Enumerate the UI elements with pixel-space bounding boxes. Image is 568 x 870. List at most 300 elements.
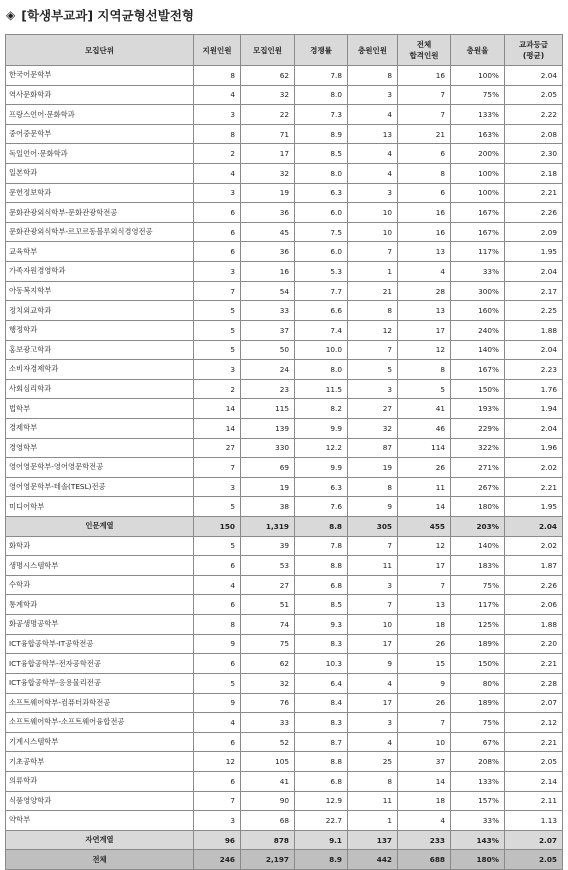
- value-cell: 105: [241, 752, 295, 772]
- value-cell: 10: [348, 615, 398, 635]
- value-cell: 11: [348, 556, 398, 576]
- value-cell: 14: [398, 771, 451, 791]
- value-cell: 12: [348, 320, 398, 340]
- value-cell: 6.3: [295, 183, 348, 203]
- table-row: [6, 752, 563, 772]
- value-cell: 7: [194, 458, 241, 478]
- value-cell: 1.88: [505, 320, 563, 340]
- unit-name-cell: 법학부: [6, 399, 194, 419]
- table-row: [6, 477, 563, 497]
- value-cell: 17: [398, 556, 451, 576]
- unit-name-cell: 수학과: [6, 575, 194, 595]
- value-cell: 8.9: [295, 850, 348, 870]
- value-cell: 2.11: [505, 791, 563, 811]
- value-cell: 1.87: [505, 556, 563, 576]
- value-cell: 7: [348, 595, 398, 615]
- value-cell: 6: [398, 144, 451, 164]
- value-cell: 330: [241, 438, 295, 458]
- value-cell: 8.3: [295, 713, 348, 733]
- value-cell: 1.88: [505, 615, 563, 635]
- value-cell: 11.5: [295, 379, 348, 399]
- table-row: [6, 222, 563, 242]
- value-cell: 41: [241, 771, 295, 791]
- value-cell: 3: [194, 262, 241, 282]
- value-cell: 5: [194, 497, 241, 517]
- value-cell: 2.04: [505, 262, 563, 282]
- value-cell: 100%: [451, 164, 505, 184]
- value-cell: 183%: [451, 556, 505, 576]
- value-cell: 12.9: [295, 791, 348, 811]
- value-cell: 2.18: [505, 164, 563, 184]
- value-cell: 271%: [451, 458, 505, 478]
- value-cell: 5: [194, 340, 241, 360]
- value-cell: 17: [398, 320, 451, 340]
- value-cell: 10: [348, 203, 398, 223]
- value-cell: 6: [194, 203, 241, 223]
- value-cell: 6.3: [295, 477, 348, 497]
- unit-name-cell: 중어중문학부: [6, 124, 194, 144]
- value-cell: 37: [241, 320, 295, 340]
- value-cell: 26: [398, 634, 451, 654]
- value-cell: 3: [194, 811, 241, 831]
- value-cell: 9: [194, 634, 241, 654]
- value-cell: 2.04: [505, 517, 563, 537]
- column-header-fill-rate: 충원율: [451, 35, 505, 66]
- value-cell: 14: [194, 418, 241, 438]
- unit-name-cell: ICT융합공학부-전자공학전공: [6, 654, 194, 674]
- unit-name-cell: 자연계열: [6, 830, 194, 850]
- table-row: [6, 66, 563, 86]
- table-row: [6, 811, 563, 831]
- value-cell: 6: [194, 556, 241, 576]
- value-cell: 208%: [451, 752, 505, 772]
- value-cell: 13: [398, 301, 451, 321]
- table-row: [6, 320, 563, 340]
- value-cell: 305: [348, 517, 398, 537]
- value-cell: 6.8: [295, 575, 348, 595]
- value-cell: 9.1: [295, 830, 348, 850]
- unit-name-cell: 기계시스템학부: [6, 732, 194, 752]
- table-row: [6, 713, 563, 733]
- value-cell: 8.4: [295, 693, 348, 713]
- diamond-bullet-icon: ◈: [6, 8, 16, 22]
- value-cell: 3: [348, 575, 398, 595]
- value-cell: 8.0: [295, 360, 348, 380]
- value-cell: 62: [241, 654, 295, 674]
- value-cell: 2.21: [505, 183, 563, 203]
- unit-name-cell: 미디어학부: [6, 497, 194, 517]
- value-cell: 18: [398, 791, 451, 811]
- value-cell: 193%: [451, 399, 505, 419]
- value-cell: 11: [398, 477, 451, 497]
- value-cell: 2.04: [505, 418, 563, 438]
- value-cell: 2.02: [505, 458, 563, 478]
- value-cell: 74: [241, 615, 295, 635]
- admission-results-table: [5, 34, 563, 870]
- table-row: [6, 693, 563, 713]
- value-cell: 163%: [451, 124, 505, 144]
- value-cell: 33: [241, 301, 295, 321]
- table-row: [6, 105, 563, 125]
- value-cell: 7: [194, 281, 241, 301]
- value-cell: 68: [241, 811, 295, 831]
- value-cell: 21: [398, 124, 451, 144]
- unit-name-cell: 인문계열: [6, 517, 194, 537]
- value-cell: 150%: [451, 379, 505, 399]
- value-cell: 2: [194, 379, 241, 399]
- value-cell: 5: [194, 673, 241, 693]
- unit-name-cell: 경제학부: [6, 418, 194, 438]
- value-cell: 8: [194, 124, 241, 144]
- value-cell: 2.26: [505, 575, 563, 595]
- value-cell: 22: [241, 105, 295, 125]
- value-cell: 100%: [451, 183, 505, 203]
- value-cell: 6.4: [295, 673, 348, 693]
- table-row: [6, 771, 563, 791]
- value-cell: 17: [241, 144, 295, 164]
- table-row: [6, 85, 563, 105]
- value-cell: 203%: [451, 517, 505, 537]
- value-cell: 3: [348, 379, 398, 399]
- value-cell: 8.5: [295, 595, 348, 615]
- value-cell: 5: [194, 301, 241, 321]
- value-cell: 38: [241, 497, 295, 517]
- unit-name-cell: 소프트웨어학부-컴퓨터과학전공: [6, 693, 194, 713]
- value-cell: 1.95: [505, 497, 563, 517]
- unit-name-cell: 역사문화학과: [6, 85, 194, 105]
- unit-name-cell: 정치외교학과: [6, 301, 194, 321]
- value-cell: 33%: [451, 262, 505, 282]
- value-cell: 53: [241, 556, 295, 576]
- value-cell: 140%: [451, 536, 505, 556]
- value-cell: 6.8: [295, 771, 348, 791]
- value-cell: 32: [241, 673, 295, 693]
- value-cell: 2.04: [505, 340, 563, 360]
- value-cell: 2.21: [505, 477, 563, 497]
- value-cell: 13: [398, 242, 451, 262]
- value-cell: 140%: [451, 340, 505, 360]
- value-cell: 13: [348, 124, 398, 144]
- value-cell: 16: [398, 203, 451, 223]
- value-cell: 3: [194, 360, 241, 380]
- value-cell: 32: [241, 85, 295, 105]
- value-cell: 2.05: [505, 752, 563, 772]
- value-cell: 75%: [451, 85, 505, 105]
- unit-name-cell: 화공생명공학부: [6, 615, 194, 635]
- value-cell: 2.14: [505, 771, 563, 791]
- value-cell: 17: [348, 693, 398, 713]
- unit-name-cell: 영어영문학부-영어영문학전공: [6, 458, 194, 478]
- table-row: [6, 673, 563, 693]
- value-cell: 26: [398, 458, 451, 478]
- value-cell: 2.23: [505, 360, 563, 380]
- unit-name-cell: 통계학과: [6, 595, 194, 615]
- value-cell: 7.5: [295, 222, 348, 242]
- value-cell: 6: [194, 654, 241, 674]
- value-cell: 240%: [451, 320, 505, 340]
- value-cell: 114: [398, 438, 451, 458]
- value-cell: 8: [194, 615, 241, 635]
- value-cell: 2,197: [241, 850, 295, 870]
- value-cell: 7.7: [295, 281, 348, 301]
- value-cell: 267%: [451, 477, 505, 497]
- value-cell: 13: [398, 595, 451, 615]
- value-cell: 2.02: [505, 536, 563, 556]
- value-cell: 3: [194, 477, 241, 497]
- value-cell: 75%: [451, 575, 505, 595]
- value-cell: 7.4: [295, 320, 348, 340]
- column-header-unit: 모집단위: [6, 35, 194, 66]
- value-cell: 6: [194, 222, 241, 242]
- value-cell: 1: [348, 262, 398, 282]
- value-cell: 5: [194, 536, 241, 556]
- value-cell: 7.6: [295, 497, 348, 517]
- unit-name-cell: 가족자원경영학과: [6, 262, 194, 282]
- value-cell: 7: [398, 713, 451, 733]
- unit-name-cell: 기초공학부: [6, 752, 194, 772]
- value-cell: 2.17: [505, 281, 563, 301]
- value-cell: 6.0: [295, 203, 348, 223]
- value-cell: 80%: [451, 673, 505, 693]
- table-row: [6, 536, 563, 556]
- page-title: [6, 5, 194, 25]
- value-cell: 8.0: [295, 164, 348, 184]
- table-row: [6, 203, 563, 223]
- table-row: [6, 595, 563, 615]
- value-cell: 45: [241, 222, 295, 242]
- unit-name-cell: 식품영양학과: [6, 791, 194, 811]
- value-cell: 9: [194, 693, 241, 713]
- value-cell: 62: [241, 66, 295, 86]
- value-cell: 71: [241, 124, 295, 144]
- value-cell: 6: [398, 183, 451, 203]
- value-cell: 8.0: [295, 85, 348, 105]
- table-row: [6, 615, 563, 635]
- value-cell: 1.94: [505, 399, 563, 419]
- value-cell: 8: [348, 477, 398, 497]
- value-cell: 455: [398, 517, 451, 537]
- value-cell: 189%: [451, 634, 505, 654]
- value-cell: 76: [241, 693, 295, 713]
- subtotal-row: [6, 830, 563, 850]
- value-cell: 8: [398, 360, 451, 380]
- value-cell: 9: [348, 497, 398, 517]
- column-header-grade: 교과등급 (평균): [505, 35, 563, 66]
- table-row: [6, 379, 563, 399]
- column-header-applicants: 지원인원: [194, 35, 241, 66]
- value-cell: 16: [241, 262, 295, 282]
- value-cell: 19: [241, 183, 295, 203]
- value-cell: 17: [348, 634, 398, 654]
- unit-name-cell: 일본학과: [6, 164, 194, 184]
- value-cell: 7: [398, 105, 451, 125]
- table-row: [6, 301, 563, 321]
- value-cell: 442: [348, 850, 398, 870]
- column-header-competition: 경쟁률: [295, 35, 348, 66]
- value-cell: 8.8: [295, 752, 348, 772]
- table-header-row: [6, 35, 563, 66]
- value-cell: 33%: [451, 811, 505, 831]
- value-cell: 6: [194, 732, 241, 752]
- value-cell: 21: [348, 281, 398, 301]
- value-cell: 33: [241, 713, 295, 733]
- table-row: [6, 791, 563, 811]
- value-cell: 115: [241, 399, 295, 419]
- table-row: [6, 399, 563, 419]
- value-cell: 7: [398, 85, 451, 105]
- value-cell: 4: [194, 575, 241, 595]
- value-cell: 54: [241, 281, 295, 301]
- page-title-text: [학생부교과] 지역균형선발전형: [21, 8, 194, 23]
- unit-name-cell: 경영학부: [6, 438, 194, 458]
- unit-name-cell: 문헌정보학과: [6, 183, 194, 203]
- value-cell: 15: [398, 654, 451, 674]
- value-cell: 7: [348, 340, 398, 360]
- value-cell: 5: [348, 360, 398, 380]
- value-cell: 1: [348, 811, 398, 831]
- value-cell: 143%: [451, 830, 505, 850]
- value-cell: 12.2: [295, 438, 348, 458]
- value-cell: 4: [194, 85, 241, 105]
- value-cell: 117%: [451, 595, 505, 615]
- table-row: [6, 124, 563, 144]
- value-cell: 4: [348, 732, 398, 752]
- value-cell: 8.9: [295, 124, 348, 144]
- value-cell: 4: [348, 105, 398, 125]
- value-cell: 7: [194, 791, 241, 811]
- value-cell: 2.05: [505, 85, 563, 105]
- table-row: [6, 497, 563, 517]
- value-cell: 160%: [451, 301, 505, 321]
- unit-name-cell: 프랑스언어·문화학과: [6, 105, 194, 125]
- unit-name-cell: 사회심리학과: [6, 379, 194, 399]
- value-cell: 69: [241, 458, 295, 478]
- table-row: [6, 340, 563, 360]
- unit-name-cell: 약학부: [6, 811, 194, 831]
- value-cell: 12: [398, 536, 451, 556]
- value-cell: 87: [348, 438, 398, 458]
- value-cell: 27: [194, 438, 241, 458]
- value-cell: 10.0: [295, 340, 348, 360]
- value-cell: 8: [348, 771, 398, 791]
- value-cell: 19: [241, 477, 295, 497]
- value-cell: 90: [241, 791, 295, 811]
- unit-name-cell: 전체: [6, 850, 194, 870]
- value-cell: 18: [398, 615, 451, 635]
- value-cell: 150%: [451, 654, 505, 674]
- value-cell: 4: [348, 164, 398, 184]
- value-cell: 32: [241, 164, 295, 184]
- value-cell: 7: [348, 536, 398, 556]
- value-cell: 157%: [451, 791, 505, 811]
- value-cell: 2.04: [505, 66, 563, 86]
- value-cell: 8.7: [295, 732, 348, 752]
- value-cell: 8: [348, 66, 398, 86]
- value-cell: 16: [398, 222, 451, 242]
- value-cell: 36: [241, 203, 295, 223]
- subtotal-row: [6, 517, 563, 537]
- value-cell: 52: [241, 732, 295, 752]
- value-cell: 878: [241, 830, 295, 850]
- value-cell: 3: [348, 85, 398, 105]
- value-cell: 2.20: [505, 634, 563, 654]
- table-row: [6, 281, 563, 301]
- value-cell: 117%: [451, 242, 505, 262]
- unit-name-cell: 행정학과: [6, 320, 194, 340]
- value-cell: 6.6: [295, 301, 348, 321]
- table-row: [6, 575, 563, 595]
- value-cell: 41: [398, 399, 451, 419]
- value-cell: 5: [398, 379, 451, 399]
- value-cell: 2.06: [505, 595, 563, 615]
- value-cell: 200%: [451, 144, 505, 164]
- value-cell: 9.3: [295, 615, 348, 635]
- value-cell: 6: [194, 595, 241, 615]
- value-cell: 11: [348, 791, 398, 811]
- unit-name-cell: ICT융합공학부-응용물리전공: [6, 673, 194, 693]
- table-row: [6, 262, 563, 282]
- table-row: [6, 732, 563, 752]
- unit-name-cell: 독일언어·문화학과: [6, 144, 194, 164]
- value-cell: 10: [348, 222, 398, 242]
- value-cell: 246: [194, 850, 241, 870]
- value-cell: 229%: [451, 418, 505, 438]
- value-cell: 2.21: [505, 654, 563, 674]
- value-cell: 167%: [451, 360, 505, 380]
- value-cell: 16: [398, 66, 451, 86]
- value-cell: 6: [194, 771, 241, 791]
- value-cell: 6: [194, 242, 241, 262]
- value-cell: 39: [241, 536, 295, 556]
- value-cell: 167%: [451, 203, 505, 223]
- value-cell: 150: [194, 517, 241, 537]
- unit-name-cell: 문화관광외식학부-르꼬르동블루외식경영전공: [6, 222, 194, 242]
- unit-name-cell: 의류학과: [6, 771, 194, 791]
- value-cell: 8: [194, 66, 241, 86]
- value-cell: 3: [194, 183, 241, 203]
- value-cell: 10.3: [295, 654, 348, 674]
- value-cell: 4: [398, 811, 451, 831]
- value-cell: 75%: [451, 713, 505, 733]
- value-cell: 8.8: [295, 517, 348, 537]
- value-cell: 6.0: [295, 242, 348, 262]
- value-cell: 46: [398, 418, 451, 438]
- value-cell: 4: [194, 713, 241, 733]
- value-cell: 8: [348, 301, 398, 321]
- value-cell: 7: [348, 242, 398, 262]
- value-cell: 2.05: [505, 850, 563, 870]
- value-cell: 12: [194, 752, 241, 772]
- table-row: [6, 144, 563, 164]
- value-cell: 167%: [451, 222, 505, 242]
- value-cell: 8.8: [295, 556, 348, 576]
- value-cell: 2.08: [505, 124, 563, 144]
- value-cell: 4: [194, 164, 241, 184]
- unit-name-cell: 화학과: [6, 536, 194, 556]
- value-cell: 2.25: [505, 301, 563, 321]
- value-cell: 2.09: [505, 222, 563, 242]
- unit-name-cell: 문화관광외식학부-문화관광학전공: [6, 203, 194, 223]
- table-row: [6, 556, 563, 576]
- value-cell: 2.26: [505, 203, 563, 223]
- value-cell: 12: [398, 340, 451, 360]
- value-cell: 32: [348, 418, 398, 438]
- value-cell: 19: [348, 458, 398, 478]
- table-row: [6, 418, 563, 438]
- value-cell: 180%: [451, 850, 505, 870]
- value-cell: 2.22: [505, 105, 563, 125]
- value-cell: 23: [241, 379, 295, 399]
